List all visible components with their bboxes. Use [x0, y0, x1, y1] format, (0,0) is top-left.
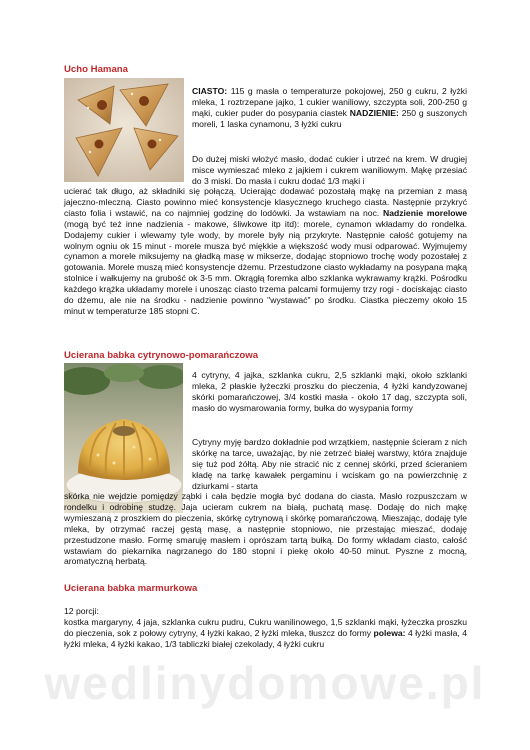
- polewa-label: polewa:: [373, 627, 406, 638]
- nadzienie-label: NADZIENIE:: [349, 107, 399, 118]
- nadzienie-morelowe-label: Nadzienie morelowe: [383, 207, 467, 218]
- nadzienie-ingredients: 250 g suszonych moreli, 1 laska cynamonu, 3 łyżki cukru: [192, 107, 467, 129]
- section-title-ucho-hamana: Ucho Hamana: [64, 64, 128, 75]
- ucho-hamana-prep-part1: ucierać tak długo, aż składniki się połączą. Ucierając dodawać pozostałą mąkę na przemian z masą jajeczno-mleczną. Ciasto powinno mieć konsystencje klasycznego kruchego ciasta. Następnie przykryć ciasto folia i wstawić, na co najmniej godzinę do lodówki. Ja wstawiam na noc.: [64, 186, 467, 218]
- ucho-hamana-prep-part2: (mogą być też inne nadzienia - makowe, śliwkowe itp itd): morele, cynamon wkładamy do rondelka. Dodajemy cukier i wlewamy tyle wody, by morele były nią przykryte. Następnie całość gotujemy na wolnym ogniu ok 15 minut - morele musza być miękkie a większość wody musi odparować. Wyjmujemy cynamon a morele miksujemy na gładką masę w mikserze, dodając stopniowo trochę wody pozostałej z gotowania. Morele muszą mieć konsystencje dżemu. Przestudzone ciasto wykładamy na posypana mąką stolnice i wałkujemy na grubość ok 3-5 mm. Okrągłą foremka albo szklanka wykrawamy krążki. Pośrodku każdego krążka układamy morele i unosząc ciasto trzema palcami formujemy trzy rogi - dociskając ciasto do dżemu, ale nie na środku - nadzienie powinno "wystawać" po środku. Ciastka pieczemy około 15 minut w temperaturze 185 stopni C.: [64, 218, 467, 316]
- section-title-babka-cytrynowa: Ucierana babka cytrynowo-pomarańczowa: [64, 350, 259, 361]
- ciasto-ingredients: 115 g masła o temperaturze pokojowej, 250 g cukru, 2 łyżki mleka, 1 roztrzepane jajko, 1 cukier waniliowy, szczypta soli, 200-250 g mąki, cukier puder do posypania ciastek: [192, 86, 468, 118]
- marmurkowa-ingredients-text: kostka margaryny, 4 jaja, szklanka cukru pudru, Cukru wanilinowego, 1,5 szklanki mąki, łyżeczka proszku do pieczenia, sok z połowy cytryny, 4 łyżki kakao, 2 łyżki mleka, tłuszcz do formy: [64, 617, 467, 638]
- babka-cytrynowa-prep-short: Cytryny myję bardzo dokładnie pod wrzątkiem, następnie ścieram z nich skórkę na tarce, uważając, by nie zetrzeć białej warstwy, która znajduje się tuż pod żółtą. Aby nie stracić nic z cennej skórki, przed ścieraniem kładę na tarkę kawałek pergaminu i wciskam go na powierzchnię z dziurkami - starta: [192, 437, 467, 491]
- section-title-babka-marmurkowa: Ucierana babka marmurkowa: [64, 583, 198, 594]
- babka-marmurkowa-ingredients: [64, 617, 467, 650]
- ucho-hamana-prep-short: Do dużej miski włożyć masło, dodać cukier i utrzeć na krem. W drugiej misce wymieszać mleko z jajkiem i cukrem waniliowym. Mąkę przesiać do 3 miski. Do masła i cukru dodać 1/3 mąki i: [192, 154, 467, 186]
- babka-cytrynowa-prep-long: skórka nie wejdzie pomiędzy ząbki i cała będzie mogła być dodana do ciasta. Masło rozpuszczam w rondelku i odrobinę studzę. Jaja ucieram cukrem na białą, puchatą masę. Dodaję do nich mąkę wymieszaną z proszkiem do pieczenia, skórkę cytrynową i skórkę pomarańczową. Mieszając, dodaję tyle mleka, by otrzymać raczej gęstą masę, a następnie stopniowo, nie przestając mieszać, dodaję przestudzone masło. Formę smaruję masłem i oprószam tartą bułką. Do formy wkładam ciasto, całość wstawiam do piekarnika nagrzanego do 180 stopni i piekę około 40-50 minut. Pyszne z mocną, aromatyczną herbatą.: [64, 491, 467, 567]
- ucho-hamana-prep-long: [64, 186, 467, 317]
- hamantaschen-photo: [64, 78, 184, 182]
- ucho-hamana-ingredients: [192, 86, 467, 130]
- babka-cytrynowa-ingredients: 4 cytryny, 4 jajka, szklanka cukru, 2,5 szklanki mąki, około szklanki mleka, 2 płaskie łyżeczki proszku do pieczenia, 4 łyżki kandyzowanej skórki pomarańczowej, 3/4 kostki masła - około 17 dag, szczypta soli, masło do wysmarowania formy, bułka do wysypania formy: [192, 370, 467, 413]
- babka-marmurkowa-portions: 12 porcji:: [64, 606, 99, 616]
- watermark: wedlinydomowe.pl: [44, 657, 486, 709]
- polewa-ingredients: 4 łyżki masła, 4 łyżki mleka, 4 łyżki kakao, 1/3 tabliczki białej czekolady, 4 łyżki cukru: [64, 627, 467, 649]
- ciasto-label: CIASTO:: [192, 86, 228, 96]
